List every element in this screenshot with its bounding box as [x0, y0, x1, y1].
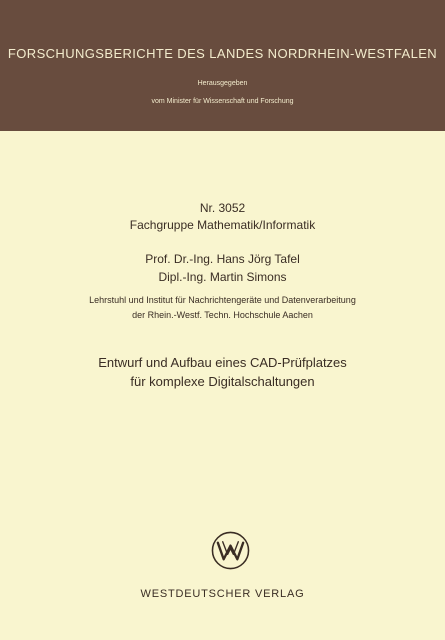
series-title: FORSCHUNGSBERICHTE DES LANDES NORDRHEIN-WESTFALEN	[7, 46, 438, 61]
institution-line-1: Lehrstuhl und Institut für Nachrichtengeräte und Datenverarbeitung	[89, 295, 356, 305]
header-band	[0, 0, 445, 131]
publisher-name: WESTDEUTSCHER VERLAG	[140, 588, 305, 600]
subject-group: Fachgruppe Mathematik/Informatik	[129, 218, 316, 232]
institution-line-2: der Rhein.-Westf. Techn. Hochschule Aachen	[132, 310, 313, 320]
book-title-line-1: Entwurf und Aufbau eines CAD-Prüfplatzes	[98, 355, 347, 370]
editor-name: vom Minister für Wissenschaft und Forschung	[151, 98, 294, 105]
book-title-line-2: für komplexe Digitalschaltungen	[130, 374, 315, 389]
author-2: Dipl.-Ing. Martin Simons	[158, 270, 287, 284]
editor-label: Herausgegeben	[197, 80, 248, 87]
report-number: Nr. 3052	[199, 201, 246, 215]
westdeutscher-verlag-logo-icon	[211, 531, 250, 570]
author-1: Prof. Dr.-Ing. Hans Jörg Tafel	[145, 252, 300, 266]
